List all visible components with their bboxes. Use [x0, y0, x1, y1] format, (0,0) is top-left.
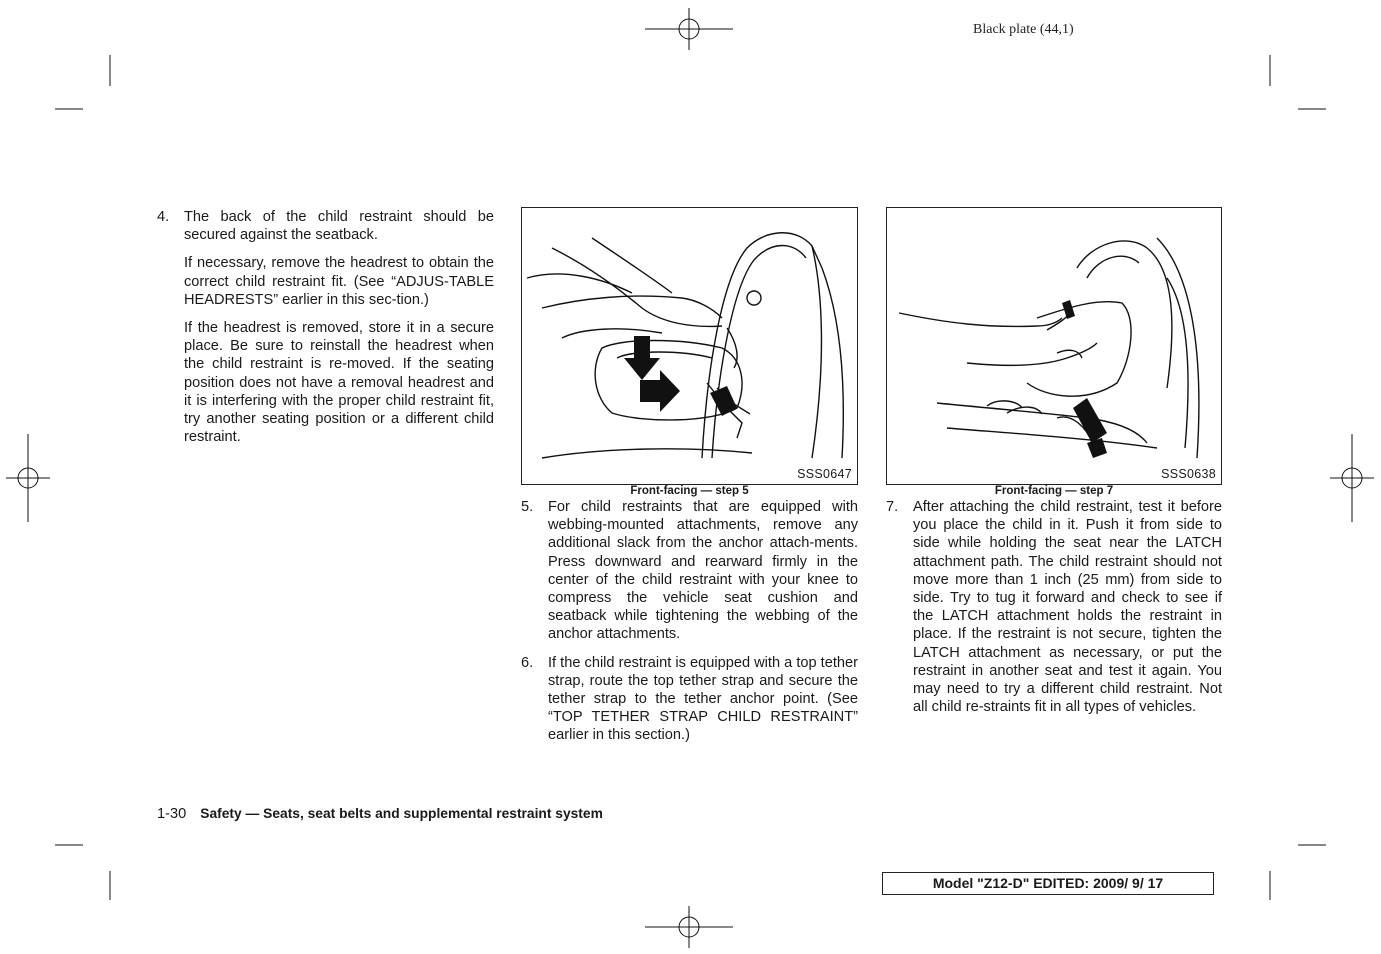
- model-edited-box: [882, 872, 1214, 895]
- step-4-para3: If the headrest is removed, store it in a secure place. Be sure to reinstall the headrest when the child restraint is re-moved. If the seating position does not have a removal headrest and it is interfering with the proper child restraint fit, try another seating position or a different child restraint.: [184, 320, 494, 446]
- registration-mark-bottom: [645, 906, 733, 948]
- page-footer: [157, 806, 603, 822]
- step-5-text: For child restraints that are equipped with webbing-mounted attachments, remove any additional slack from the anchor attach-ments. Press downward and rearward firmly in the center of the child restraint with your knee to compress the vehicle seat cushion and seatback while tightening the webbing of the anchor attachments.: [548, 499, 858, 643]
- step-4-para2: If necessary, remove the headrest to obtain the correct child restraint fit. (See “ADJUS-TABLE HEADRESTS” earlier in this sec-tion.): [184, 255, 494, 308]
- figure-sss0638: [886, 207, 1222, 485]
- step-7-text: After attaching the child restraint, test it before you place the child in it. Push it from side to side while holding the seat near the LATCH attachment path. The child restraint should not move more than 1 inch (25 mm) from side to side. Try to tug it forward and check to see if the LATCH attachment holds the restraint in place. If the restraint is not secure, tighten the LATCH attachment as necessary, or put the restraint in another seat and test it again. You may need to try a different child restraint. Not all child re-straints fit in all types of vehicles.: [913, 499, 1222, 716]
- latch-connector: [1062, 300, 1107, 458]
- step-4-headrest-note: [157, 254, 494, 309]
- step-7-number: 7.: [886, 499, 899, 515]
- figure-id-sss0638: SSS0638: [1161, 467, 1216, 481]
- registration-mark-right: [1330, 434, 1374, 522]
- figure-caption-step-5: Front-facing — step 5: [630, 485, 749, 497]
- page-number: 1-30: [157, 806, 187, 822]
- step-5-number: 5.: [521, 499, 534, 515]
- step-4-text: The back of the child restraint should be secured against the seatback.: [184, 209, 494, 244]
- child-seat-press-illustration: [522, 208, 857, 484]
- step-5: [521, 498, 858, 644]
- step-6-number: 6.: [521, 654, 534, 671]
- step-4: [157, 208, 494, 244]
- step-6-text: If the child restraint is equipped with a top tether strap, route the top tether strap and secure the tether strap to the tether anchor point. (See “TOP TETHER STRAP CHILD RESTRAINT” earlier in this section.): [548, 654, 858, 744]
- registration-mark-top: [645, 8, 733, 50]
- plate-label: Black plate (44,1): [973, 22, 1074, 37]
- figure-id-sss0647: SSS0647: [797, 467, 852, 481]
- edited-date: 2009/ 9/ 17: [1093, 875, 1164, 891]
- right-column: [886, 498, 1222, 716]
- figure-sss0647: [521, 207, 858, 485]
- step-4-removed-headrest-note: [157, 319, 494, 446]
- middle-column: [521, 498, 858, 745]
- edited-label: EDITED:: [1033, 875, 1090, 891]
- model-code: "Z12-D": [977, 875, 1030, 891]
- model-label: Model: [932, 875, 974, 891]
- child-seat-test-illustration: [887, 208, 1221, 484]
- step-7: [886, 498, 1222, 716]
- registration-mark-left: [6, 434, 50, 522]
- step-6: [521, 654, 858, 745]
- section-title: Safety — Seats, seat belts and supplemental restraint system: [200, 806, 603, 821]
- step-4-number: 4.: [157, 209, 170, 225]
- left-column: [157, 208, 494, 446]
- figure-caption-step-7: Front-facing — step 7: [994, 485, 1114, 497]
